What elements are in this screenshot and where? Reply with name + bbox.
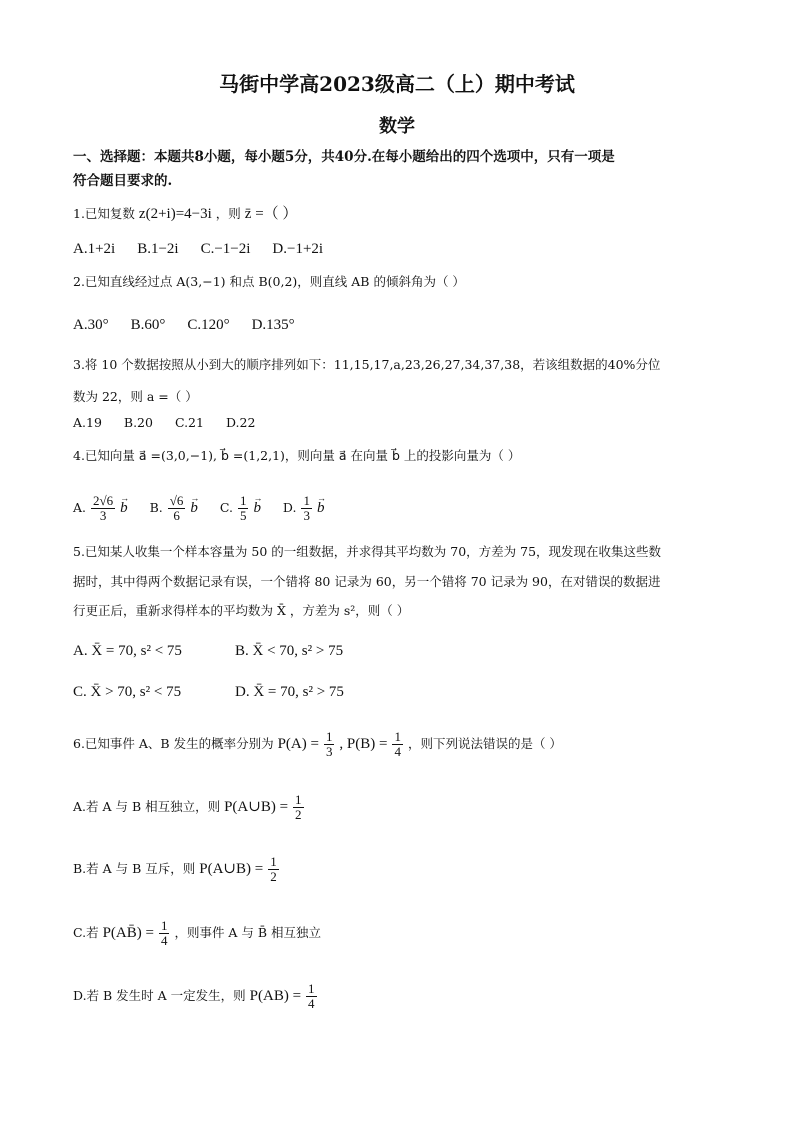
q4-option-b-label: B. [149,500,163,515]
q4-d-denominator: 3 [303,508,310,523]
q4-a-denominator: 3 [99,508,107,523]
q5-options-row1 [73,642,361,660]
q2-option-c[interactable]: C.120° [187,317,230,333]
question-5-line1: 5.已知某人收集一个样本容量为 50 的一组数据，并求得其平均数为 70，方差为 75，现发现在收集这些数 [73,544,662,559]
q2-options [73,316,313,334]
q4-option-d[interactable] [283,492,325,524]
q5-option-d[interactable]: D. X̄ = 70, s² > 75 [234,684,344,700]
q4-option-a[interactable] [73,492,128,524]
q2-option-d[interactable]: D.135° [251,317,295,333]
q1-ask: z̄ =（ ） [244,206,298,222]
q1-suffix: ，则 [215,206,241,221]
q4-option-b-fraction [168,494,186,523]
q4-option-c-label: C. [219,500,233,515]
q6-pb-denominator: 4 [394,744,401,759]
question-4: 4.已知向量 a⃗ =(3,0,−1), b⃗ =(1,2,1)，则向量 a⃗ 在向量 b⃗ 上的投影向量为（ ） [73,448,521,463]
q4-c-numerator: 1 [239,493,247,508]
question-3-line2: 数为 22，则 a =（ ） [73,389,198,404]
q3-options [73,414,273,432]
q6-b-numerator: 1 [270,854,277,869]
q6-prefix: 6.已知事件 A、B 发生的概率分别为 [73,736,274,751]
q6-c-denominator: 4 [160,933,168,948]
q1-option-c[interactable]: C.−1−2i [200,241,251,257]
q6-option-c-suffix: ，则事件 A 与 B̄ 相互独立 [174,925,322,940]
q1-option-d[interactable]: D.−1+2i [272,241,324,257]
q6-option-b[interactable] [73,853,280,885]
q1-prefix: 1.已知复数 [73,206,135,221]
q4-b-numerator: √6 [169,493,184,508]
q2-option-a[interactable]: A.30° [73,317,109,333]
q6-option-c-fraction [159,919,170,948]
q4-c-denominator: 5 [239,508,247,523]
q6-suffix: ，则下列说法错误的是（ ） [407,736,562,751]
q6-option-a-text: A.若 A 与 B 相互独立，则 [73,799,221,814]
q6-a-numerator: 1 [295,792,302,807]
q6-a-denominator: 2 [295,807,302,822]
question-5-line3: 行更正后，重新求得样本的平均数为 X̄ ，方差为 s²，则（ ） [73,603,410,618]
q4-option-d-fraction [301,494,312,523]
q4-option-b[interactable] [150,492,198,524]
q4-option-c-fraction [238,494,249,523]
q6-b-denominator: 2 [270,869,277,884]
q4-b-vector: → b [190,492,198,524]
question-2: 2.已知直线经过点 A(3,−1) 和点 B(0,2)，则直线 AB 的倾斜角为（ ） [73,274,465,289]
question-5-line2: 据时，其中得两个数据记录有误，一个错将 80 记录为 60，另一个错将 70 记录为 90，在对错误的数据进 [73,574,661,589]
question-6 [73,728,562,760]
q6-pb-numerator: 1 [394,729,401,744]
q4-option-a-fraction [91,494,115,523]
q1-options [73,240,341,258]
section-heading-line1: 一、选择题：本题共8小题，每小题5分，共40分.在每小题给出的四个选项中，只有一项是 [73,149,615,165]
q1-option-a[interactable]: A.1+2i [73,241,116,257]
q4-a-vector: → b [120,492,128,524]
q3-option-c[interactable]: C.21 [174,415,204,430]
q6-option-a-fraction [293,793,304,822]
q6-pb-fraction [392,730,403,759]
q6-option-a[interactable] [73,791,305,823]
q6-option-d-text: D.若 B 发生时 A 一定发生，则 [73,988,246,1003]
q5-option-c[interactable]: C. X̄ > 70, s² < 75 [73,684,182,700]
q1-formula: z(2+i)=4−3i [138,206,212,222]
q6-c-numerator: 1 [160,918,168,933]
q6-option-b-fraction [268,855,279,884]
q5-option-b[interactable]: B. X̄ < 70, s² > 75 [234,643,344,659]
q6-option-d-fraction [306,982,317,1011]
q3-option-d[interactable]: D.22 [225,415,256,430]
q6-option-a-expr: P(A∪B) = [224,799,289,815]
exam-title: 马街中学高2023级高二（上）期中考试 [219,72,575,96]
q6-option-c-expr: P(AB̄) = [102,925,154,941]
q4-a-numerator: 2√6 [93,493,114,508]
q6-pa: P(A) = [277,736,319,752]
q1-option-b[interactable]: B.1−2i [137,241,179,257]
q4-d-numerator: 1 [303,493,310,508]
q4-b-denominator: 6 [173,508,180,523]
q6-option-d-expr: P(AB) = [249,988,302,1004]
q6-option-c-text: C.若 [73,925,99,940]
q4-c-vector: → b [253,492,261,524]
q4-d-vector: → b [317,492,325,524]
q6-pa-denominator: 3 [325,744,333,759]
q6-pb: , P(B) = [339,736,388,752]
q6-option-c[interactable] [73,917,321,949]
q2-option-b[interactable]: B.60° [130,317,166,333]
q4-option-a-label: A. [73,500,87,515]
q5-options-row2 [73,683,362,701]
subject-title: 数学 [379,116,415,137]
q6-d-numerator: 1 [308,981,315,996]
q3-option-a[interactable]: A.19 [73,415,102,430]
q4-option-d-label: D. [282,500,297,515]
question-3-line1: 3.将 10 个数据按照从小到大的顺序排列如下：11,15,17,a,23,26,27,34,37,38，若该组数据的40%分位 [73,357,661,372]
q3-option-b[interactable]: B.20 [123,415,153,430]
q6-d-denominator: 4 [308,996,315,1011]
section-heading-line2: 符合题目要求的. [73,173,173,189]
q6-option-b-expr: P(A∪B) = [199,861,264,877]
q5-option-a[interactable]: A. X̄ = 70, s² < 75 [73,643,182,659]
q6-pa-numerator: 1 [325,729,333,744]
q6-option-d[interactable] [73,980,318,1012]
q4-options [73,492,342,524]
q6-option-b-text: B.若 A 与 B 互斥，则 [73,861,196,876]
q4-option-c[interactable] [220,492,261,524]
q6-pa-fraction [324,730,335,759]
question-1 [73,205,297,223]
